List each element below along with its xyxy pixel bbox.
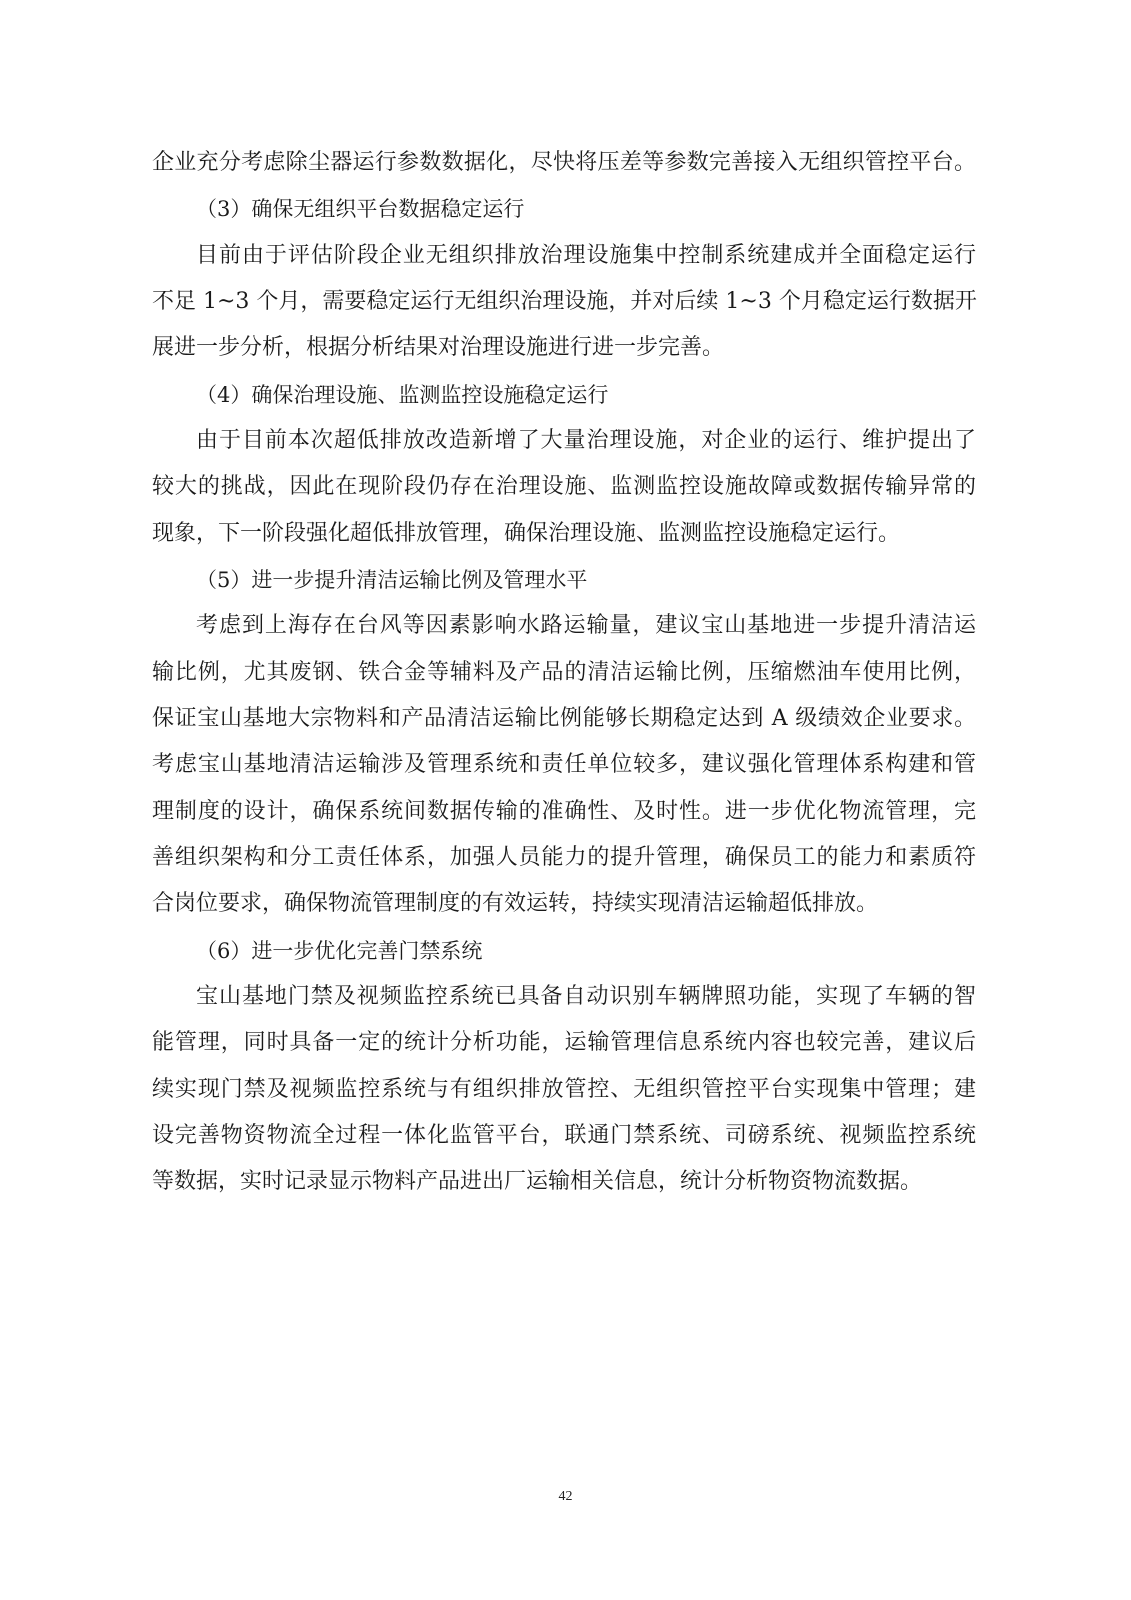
paragraph-line: 善组织架构和分工责任体系，加强人员能力的提升管理，确保员工的能力和素质符 <box>152 845 976 870</box>
paragraph-line: 输比例，尤其废钢、铁合金等辅料及产品的清洁运输比例，压缩燃油车使用比例， <box>152 660 976 685</box>
paragraph-line: 现象，下一阶段强化超低排放管理，确保治理设施、监测监控设施稳定运行。 <box>152 521 901 546</box>
paragraph-line: 保证宝山基地大宗物料和产品清洁运输比例能够长期稳定达到 A 级绩效企业要求。 <box>152 706 976 731</box>
paragraph-line: 宝山基地门禁及视频监控系统已具备自动识别车辆牌照功能，实现了车辆的智 <box>196 984 976 1009</box>
paragraph-line: 较大的挑战，因此在现阶段仍存在治理设施、监测监控设施故障或数据传输异常的 <box>152 474 976 499</box>
paragraph-line: 能管理，同时具备一定的统计分析功能，运输管理信息系统内容也较完善，建议后 <box>152 1030 976 1055</box>
page-number: 42 <box>558 1489 573 1504</box>
section-heading: （5）进一步提升清洁运输比例及管理水平 <box>196 568 588 592</box>
paragraph-line: 等数据，实时记录显示物料产品进出厂运输相关信息，统计分析物资物流数据。 <box>152 1169 923 1194</box>
paragraph-line: 由于目前本次超低排放改造新增了大量治理设施，对企业的运行、维护提出了 <box>196 428 976 453</box>
paragraph-line: 企业充分考虑除尘器运行参数数据化，尽快将压差等参数完善接入无组织管控平台。 <box>152 150 976 175</box>
paragraph-line: 考虑宝山基地清洁运输涉及管理系统和责任单位较多，建议强化管理体系构建和管 <box>152 752 976 777</box>
paragraph-line: 合岗位要求，确保物流管理制度的有效运转，持续实现清洁运输超低排放。 <box>152 891 879 916</box>
section-heading: （4）确保治理设施、监测监控设施稳定运行 <box>196 383 609 407</box>
paragraph-line: 不足 1~3 个月，需要稳定运行无组织治理设施，并对后续 1~3 个月稳定运行数据开 <box>152 289 977 314</box>
paragraph-line: 目前由于评估阶段企业无组织排放治理设施集中控制系统建成并全面稳定运行 <box>196 243 976 268</box>
section-heading: （3）确保无组织平台数据稳定运行 <box>196 197 525 221</box>
section-heading: （6）进一步优化完善门禁系统 <box>196 939 483 963</box>
paragraph-line: 设完善物资物流全过程一体化监管平台，联通门禁系统、司磅系统、视频监控系统 <box>152 1123 976 1148</box>
paragraph-line: 考虑到上海存在台风等因素影响水路运输量，建议宝山基地进一步提升清洁运 <box>196 613 976 638</box>
paragraph-line: 理制度的设计，确保系统间数据传输的准确性、及时性。进一步优化物流管理，完 <box>152 799 976 824</box>
paragraph-line: 续实现门禁及视频监控系统与有组织排放管控、无组织管控平台实现集中管理；建 <box>152 1077 976 1102</box>
paragraph-line: 展进一步分析，根据分析结果对治理设施进行进一步完善。 <box>152 335 725 360</box>
